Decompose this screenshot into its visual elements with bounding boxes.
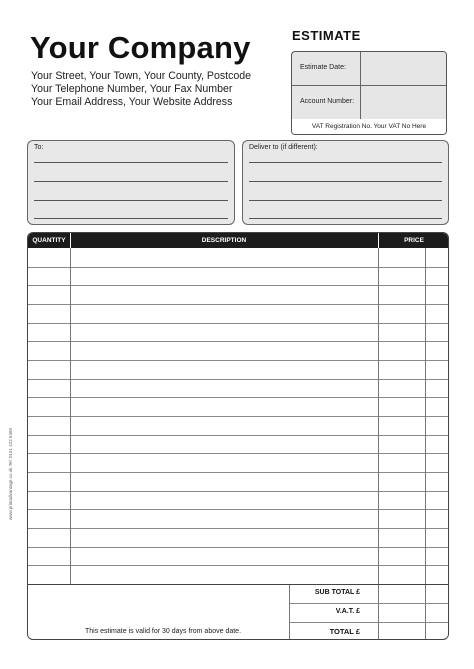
deliver-line — [249, 181, 442, 182]
price-header: PRICE — [404, 237, 424, 244]
header-divider — [70, 233, 71, 248]
table-row — [28, 416, 448, 417]
table-row — [28, 565, 448, 566]
header-divider — [378, 233, 379, 248]
to-line — [34, 218, 228, 219]
deliver-line — [249, 218, 442, 219]
description-header: DESCRIPTION — [201, 237, 247, 244]
estimate-date-label: Estimate Date: — [300, 64, 346, 71]
address-line-phone: Your Telephone Number, Your Fax Number — [31, 83, 233, 95]
table-row — [28, 360, 448, 361]
table-row — [28, 472, 448, 473]
pence-column-divider — [425, 248, 426, 640]
vat-registration: VAT Registration No. Your VAT No Here — [292, 119, 446, 134]
vat-label: V.A.T. £ — [335, 608, 360, 615]
to-line — [34, 200, 228, 201]
validity-note: This estimate is valid for 30 days from above date. — [85, 628, 242, 635]
subtotal-label: SUB TOTAL £ — [314, 589, 360, 596]
table-row — [28, 453, 448, 454]
estimate-date-field[interactable] — [360, 52, 446, 85]
totals-divider — [289, 622, 449, 623]
table-row — [28, 285, 448, 286]
address-line-street: Your Street, Your Town, Your County, Postcode — [31, 70, 252, 82]
to-address-box[interactable] — [27, 140, 235, 225]
quantity-column-divider — [70, 248, 71, 584]
account-number-field[interactable] — [360, 86, 446, 119]
address-line-email: Your Email Address, Your Website Address — [31, 96, 233, 108]
table-row — [28, 547, 448, 548]
estimate-table — [27, 232, 449, 640]
totals-top-border — [28, 584, 448, 585]
price-column-divider — [378, 248, 379, 640]
to-label: To: — [34, 144, 44, 151]
table-row — [28, 509, 448, 510]
total-label: TOTAL £ — [329, 627, 360, 636]
table-row — [28, 341, 448, 342]
estimate-title: ESTIMATE — [292, 28, 361, 43]
totals-divider — [289, 603, 449, 604]
table-row — [28, 528, 448, 529]
account-number-row — [292, 86, 446, 120]
to-line — [34, 162, 228, 163]
to-line — [34, 181, 228, 182]
table-row — [28, 323, 448, 324]
estimate-date-row — [292, 52, 446, 86]
table-row — [28, 435, 448, 436]
table-row — [28, 491, 448, 492]
deliver-line — [249, 200, 442, 201]
table-row — [28, 379, 448, 380]
deliver-to-label: Deliver to (if different): — [249, 144, 318, 151]
table-row — [28, 304, 448, 305]
deliver-line — [249, 162, 442, 163]
estimate-info-box — [291, 51, 447, 135]
quantity-header: QUANTITY — [32, 237, 66, 244]
totals-left-divider — [289, 584, 290, 640]
company-name: Your Company — [30, 30, 251, 65]
account-number-label: Account Number: — [300, 98, 355, 105]
table-header — [28, 233, 448, 248]
table-row — [28, 267, 448, 268]
side-printer-text: www.printadvantage.co.uk Tel: 0151 422 6460 — [8, 428, 13, 520]
table-row — [28, 397, 448, 398]
company-address — [31, 70, 251, 109]
deliver-to-box[interactable] — [242, 140, 449, 225]
